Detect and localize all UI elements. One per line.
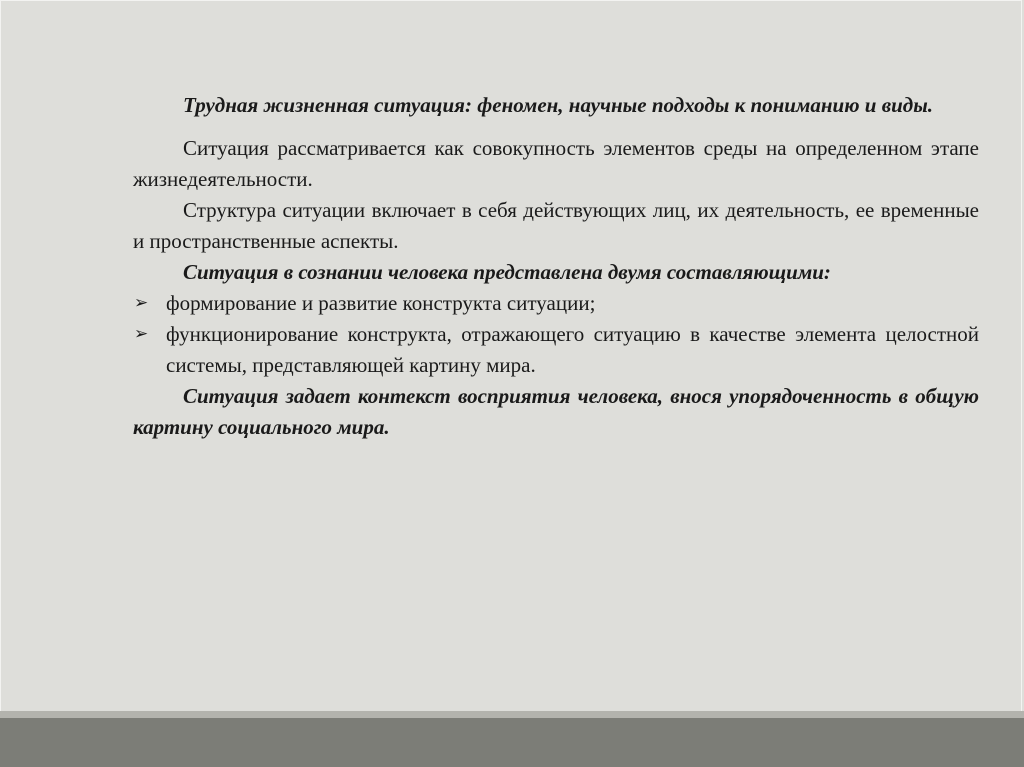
list-item-text: формирование и развитие конструкта ситуации; xyxy=(166,291,596,315)
bottom-bar-accent xyxy=(0,711,1024,718)
slide-body xyxy=(133,90,979,443)
list-item xyxy=(133,319,979,381)
slide-title: Трудная жизненная ситуация: феномен, научные подходы к пониманию и виды. xyxy=(183,93,934,117)
paragraph-definition: Ситуация рассматривается как совокупность элементов среды на определенном этапе жизнедеятельности. xyxy=(133,136,979,191)
arrow-bullet-icon: ➢ xyxy=(134,293,149,313)
bottom-bar xyxy=(0,718,1024,767)
list-item xyxy=(133,288,979,319)
lead-in-text: Ситуация в сознании человека представлена двумя составляющими: xyxy=(183,260,831,284)
arrow-bullet-icon: ➢ xyxy=(134,324,149,344)
conclusion-text: Ситуация задает контекст восприятия человека, внося упорядоченность в общую картину социального мира. xyxy=(133,384,979,439)
list-item-text: функционирование конструкта, отражающего ситуацию в качестве элемента целостной системы, представляющей картину мира. xyxy=(166,322,979,377)
paragraph-structure: Структура ситуации включает в себя действующих лиц, их деятельность, ее временные и пространственные аспекты. xyxy=(133,198,979,253)
